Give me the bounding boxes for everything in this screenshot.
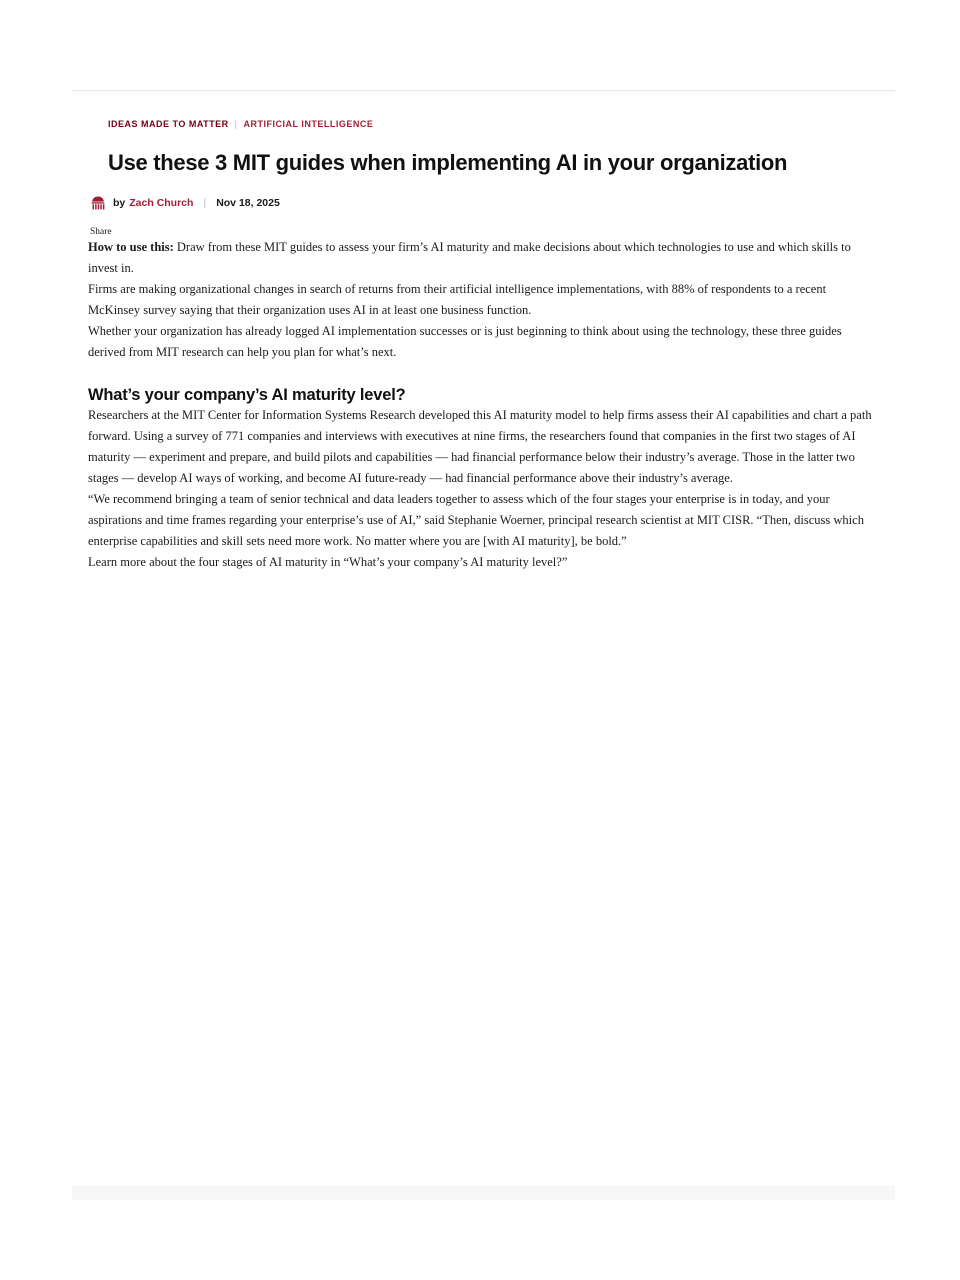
how-to-use-label: How to use this: xyxy=(88,240,174,254)
how-to-use-text: Draw from these MIT guides to assess your firm’s AI maturity and make decisions about which technologies to use and which skills to invest in. xyxy=(88,240,851,275)
article-body xyxy=(88,237,878,573)
article xyxy=(88,118,878,573)
mit-dome-icon xyxy=(90,196,106,210)
publish-date: Nov 18, 2025 xyxy=(216,197,280,209)
footer-bar xyxy=(72,1186,895,1200)
share-button[interactable]: Share xyxy=(90,227,112,237)
header-divider xyxy=(72,90,895,91)
paragraph: “We recommend bringing a team of senior technical and data leaders together to assess which of the four stages your enterprise is in today, and your aspirations and time frames regarding your enterprise’s use of AI,” said Stephanie Woerner, principal research scientist at MIT CISR. “Then, discuss which enterprise capabilities and skill sets need more work. No matter where you are [with AI maturity], be bold.” xyxy=(88,492,864,548)
byline xyxy=(90,196,878,210)
breadcrumb-section-link[interactable]: IDEAS MADE TO MATTER xyxy=(108,119,229,129)
byline-separator: | xyxy=(203,197,207,209)
breadcrumb xyxy=(108,118,878,130)
breadcrumb-topic-link[interactable]: ARTIFICIAL INTELLIGENCE xyxy=(243,119,374,129)
byline-by-label: by xyxy=(113,197,126,209)
paragraph: Researchers at the MIT Center for Information Systems Research developed this AI maturity model to help firms assess their AI capabilities and chart a path forward. Using a survey of 771 companies and interviews with executives at nine firms, the researchers found that companies in the first two stages of AI maturity — experiment and prepare, and build pilots and capabilities — had financial performance below their industry’s average. Those in the latter two stages — develop AI ways of working, and become AI future-ready — had financial performance above their industry’s average. xyxy=(88,408,872,485)
paragraph: Learn more about the four stages of AI maturity in “What’s your company’s AI maturity level?” xyxy=(88,555,568,569)
breadcrumb-separator: | xyxy=(234,119,238,129)
paragraph: Firms are making organizational changes in search of returns from their artificial intelligence implementations, with 88% of respondents to a recent McKinsey survey saying that their organization uses AI in at least one business function. xyxy=(88,282,827,317)
how-to-use-paragraph xyxy=(88,237,878,279)
section-heading: What’s your company’s AI maturity level? xyxy=(88,386,406,404)
author-link[interactable]: Zach Church xyxy=(129,197,194,209)
paragraph: Whether your organization has already logged AI implementation successes or is just beginning to think about using the technology, these three guides derived from MIT research can help you plan for what’s next. xyxy=(88,324,842,359)
article-title: Use these 3 MIT guides when implementing AI in your organization xyxy=(108,150,788,175)
